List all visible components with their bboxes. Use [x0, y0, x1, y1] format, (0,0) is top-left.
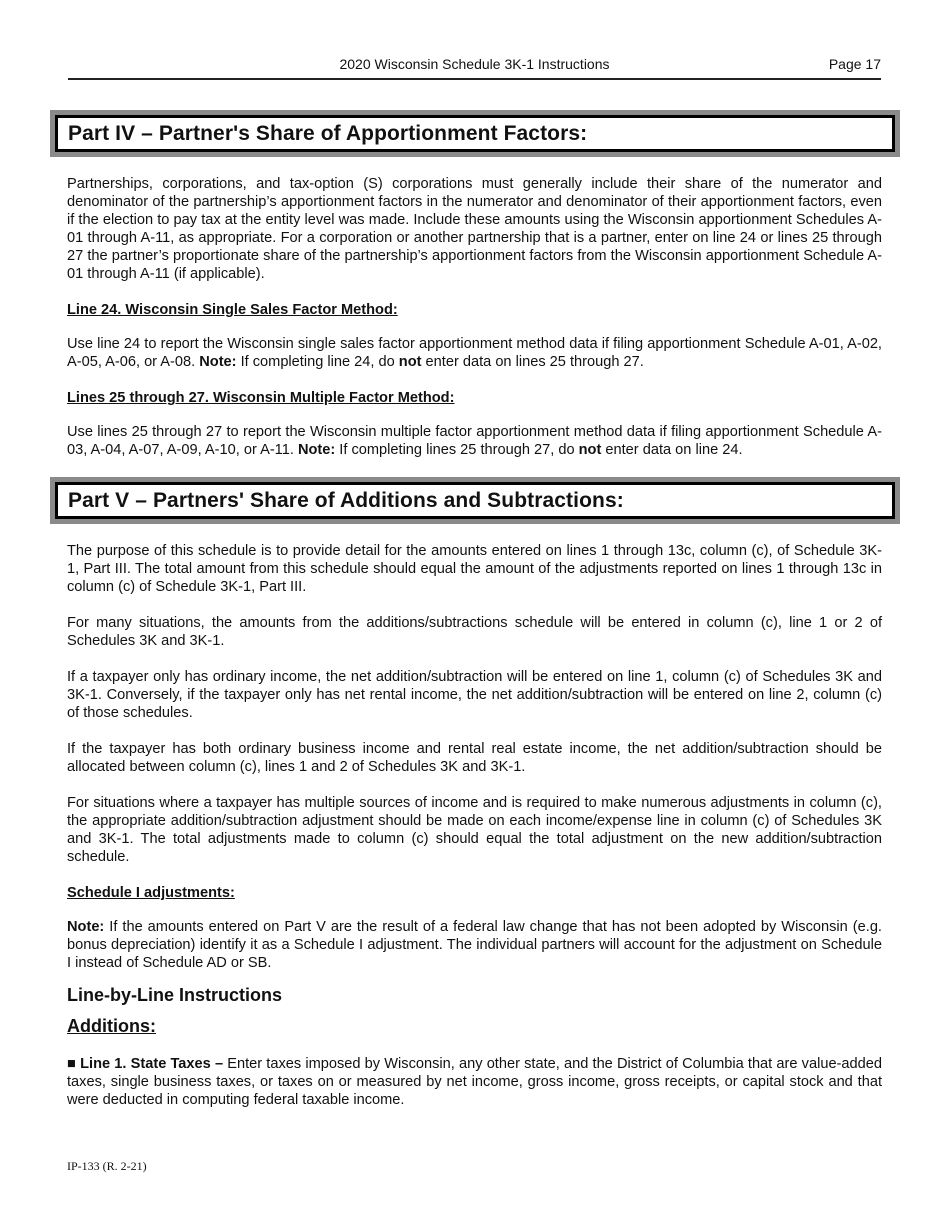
page-header — [68, 54, 881, 80]
form-id-footer: IP-133 (R. 2-21) — [67, 1159, 147, 1173]
part-iv-heading-box — [50, 110, 900, 157]
line-24-heading: Line 24. Wisconsin Single Sales Factor Method: — [67, 302, 398, 318]
part-v-heading: Part V – Partners' Share of Additions and Subtractions: — [55, 482, 895, 519]
document-title: 2020 Wisconsin Schedule 3K-1 Instructions — [339, 56, 610, 72]
part-iv-heading: Part IV – Partner's Share of Apportionment Factors: — [55, 115, 895, 152]
part-v-content — [67, 542, 882, 1109]
additions-heading: Additions: — [67, 1016, 156, 1036]
part-iv-intro: Partnerships, corporations, and tax-option (S) corporations must generally include their share of the numerator and denominator of the partnership’s apportionment factors in the numerator and denominator of their apportionment factors, even if the election to pay tax at the entity level was made. Include these amounts using the Wisconsin apportionment Schedules A-01 through A-11, as appropriate. For a corporation or another partnership that is a partner, enter on line 24 or lines 25 through 27 the partner’s proportionate share of the partnership’s apportionment factors from the Wisconsin apportionment Schedule A-01 through A-11 (if applicable). — [67, 176, 882, 282]
page-number: Page 17 — [828, 56, 881, 72]
part-v-paragraph-2: For many situations, the amounts from the additions/subtractions schedule will be entered in column (c), line 1 or 2 of Schedules 3K and 3K-1. — [67, 615, 882, 649]
part-v-paragraph-4: If the taxpayer has both ordinary business income and rental real estate income, the net addition/subtraction should be allocated between column (c), lines 1 and 2 of Schedules 3K and 3K-1. — [67, 741, 882, 775]
line-1-paragraph: ■ Line 1. State Taxes – Enter taxes imposed by Wisconsin, any other state, and the District of Columbia that are value-added taxes, single business taxes, or taxes on or measured by net income, gross income, gross receipts, or capital stock and that were deducted in computing federal taxable income. — [67, 1056, 882, 1108]
bullet-icon: ■ — [67, 1056, 76, 1072]
line-by-line-heading: Line-by-Line Instructions — [67, 985, 283, 1005]
part-v-paragraph-3: If a taxpayer only has ordinary income, the net addition/subtraction will be entered on line 1, column (c) of Schedules 3K and 3K-1. Conversely, if the taxpayer only has net rental income, the net addition/subtraction will be entered on line 2, column (c) of those schedules. — [67, 669, 882, 721]
schedule-i-heading: Schedule I adjustments: — [67, 885, 235, 901]
lines-25-27-paragraph: Use lines 25 through 27 to report the Wisconsin multiple factor apportionment method data if filing apportionment Schedule A-03, A-04, A-07, A-09, A-10, or A-11. Note: If completing lines 25 through 27, do not enter data on line 24. — [67, 424, 882, 458]
part-v-paragraph-1: The purpose of this schedule is to provide detail for the amounts entered on lines 1 through 13c, column (c), of Schedule 3K-1, Part III. The total amount from this schedule should equal the amount of the adjustments reported on lines 1 through 13c in column (c) of Schedule 3K-1, Part III. — [67, 543, 882, 595]
schedule-i-note: Note: If the amounts entered on Part V are the result of a federal law change that has not been adopted by Wisconsin (e.g. bonus depreciation) identify it as a Schedule I adjustment. The individual partners will account for the adjustment on Schedule I instead of Schedule AD or SB. — [67, 919, 882, 971]
line-24-paragraph: Use line 24 to report the Wisconsin single sales factor apportionment method data if filing apportionment Schedule A-01, A-02, A-05, A-06, or A-08. Note: If completing line 24, do not enter data on lines 25 through 27. — [67, 336, 882, 370]
part-iv-content — [67, 175, 882, 459]
part-v-heading-box — [50, 477, 900, 524]
part-v-paragraph-5: For situations where a taxpayer has multiple sources of income and is required to make numerous adjustments in column (c), the appropriate addition/subtraction adjustment should be made on each income/expense line in column (c) of Schedules 3K and 3K-1. The total adjustments made to column (c) should equal the total adjustment on the new addition/subtraction schedule. — [67, 795, 882, 865]
lines-25-27-heading: Lines 25 through 27. Wisconsin Multiple Factor Method: — [67, 390, 455, 406]
